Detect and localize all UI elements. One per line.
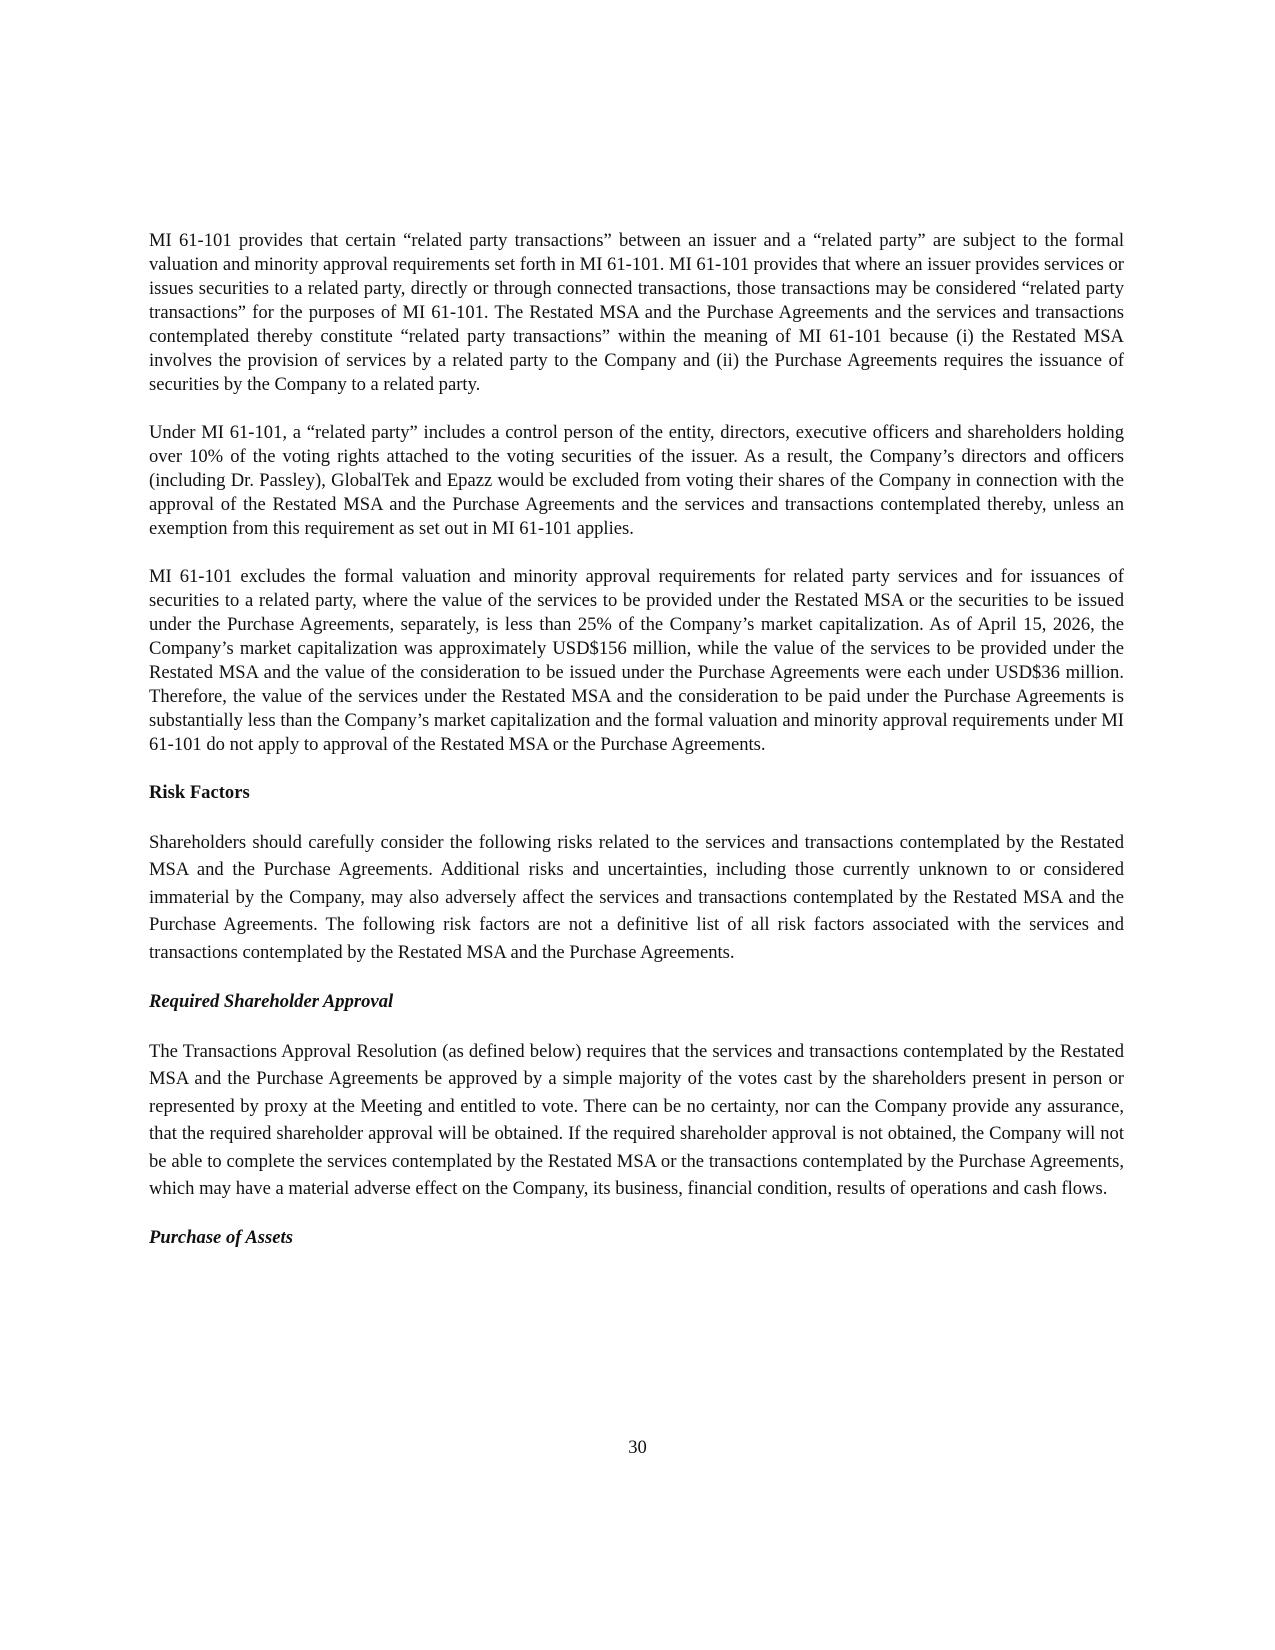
page-number: 30 (628, 1437, 647, 1458)
paragraph-shareholder-approval: The Transactions Approval Resolution (as defined below) requires that the services and transactions contemplated by the Restated MSA and the Purchase Agreements be approved by a simple majority of the votes cast by the shareholders present in person or represented by proxy at the Meeting and entitled to vote. There can be no certainty, nor can the Company provide any assurance, that the required shareholder approval will be obtained. If the required shareholder approval is not obtained, the Company will not be able to complete the services contemplated by the Restated MSA or the transactions contemplated by the Purchase Agreements, which may have a material adverse effect on the Company, its business, financial condition, results of operations and cash flows. (149, 1041, 1124, 1200)
paragraph-related-party-transactions: MI 61-101 provides that certain “related party transactions” between an issuer and a “related party” are subject to the formal valuation and minority approval requirements set forth in MI 61-101. MI 61-101 provides that where an issuer provides services or issues securities to a related party, directly or through connected transactions, those transactions may be considered “related party transactions” for the purposes of MI 61-101. The Restated MSA and the Purchase Agreements and the services and transactions contemplated thereby constitute “related party transactions” within the meaning of MI 61-101 because (i) the Restated MSA involves the provision of services by a related party to the Company and (ii) the Purchase Agreements requires the issuance of securities by the Company to a related party. (149, 230, 1124, 395)
paragraph-related-party-definition: Under MI 61-101, a “related party” includes a control person of the entity, directors, executive officers and shareholders holding over 10% of the voting rights attached to the voting securities of the issuer. As a result, the Company’s directors and officers (including Dr. Passley), GlobalTek and Epazz would be excluded from voting their shares of the Company in connection with the approval of the Restated MSA and the Purchase Agreements and the services and transactions contemplated thereby, unless an exemption from this requirement as set out in MI 61-101 applies. (149, 422, 1124, 539)
paragraph-risk-factors: Shareholders should carefully consider the following risks related to the services and transactions contemplated by the Restated MSA and the Purchase Agreements. Additional risks and uncertainties, including those currently unknown to or considered immaterial by the Company, may also adversely affect the services and transactions contemplated by the Restated MSA and the Purchase Agreements. The following risk factors are not a definitive list of all risk factors associated with the services and transactions contemplated by the Restated MSA and the Purchase Agreements. (149, 832, 1124, 963)
paragraph-exemption: MI 61-101 excludes the formal valuation and minority approval requirements for related party services and for issuances of securities to a related party, where the value of the services to be provided under the Restated MSA or the securities to be issued under the Purchase Agreements, separately, is less than 25% of the Company’s market capitalization. As of April 15, 2026, the Company’s market capitalization was approximately USD$156 million, while the value of the services to be provided under the Restated MSA and the value of the consideration to be issued under the Purchase Agreements were each under USD$36 million. Therefore, the value of the services under the Restated MSA and the consideration to be paid under the Purchase Agreements is substantially less than the Company’s market capitalization and the formal valuation and minority approval requirements under MI 61-101 do not apply to approval of the Restated MSA or the Purchase Agreements. (149, 566, 1124, 755)
heading-purchase-of-assets: Purchase of Assets (149, 1227, 293, 1249)
heading-required-shareholder-approval: Required Shareholder Approval (149, 991, 394, 1013)
document-page (149, 229, 1124, 1274)
heading-risk-factors: Risk Factors (149, 782, 250, 803)
